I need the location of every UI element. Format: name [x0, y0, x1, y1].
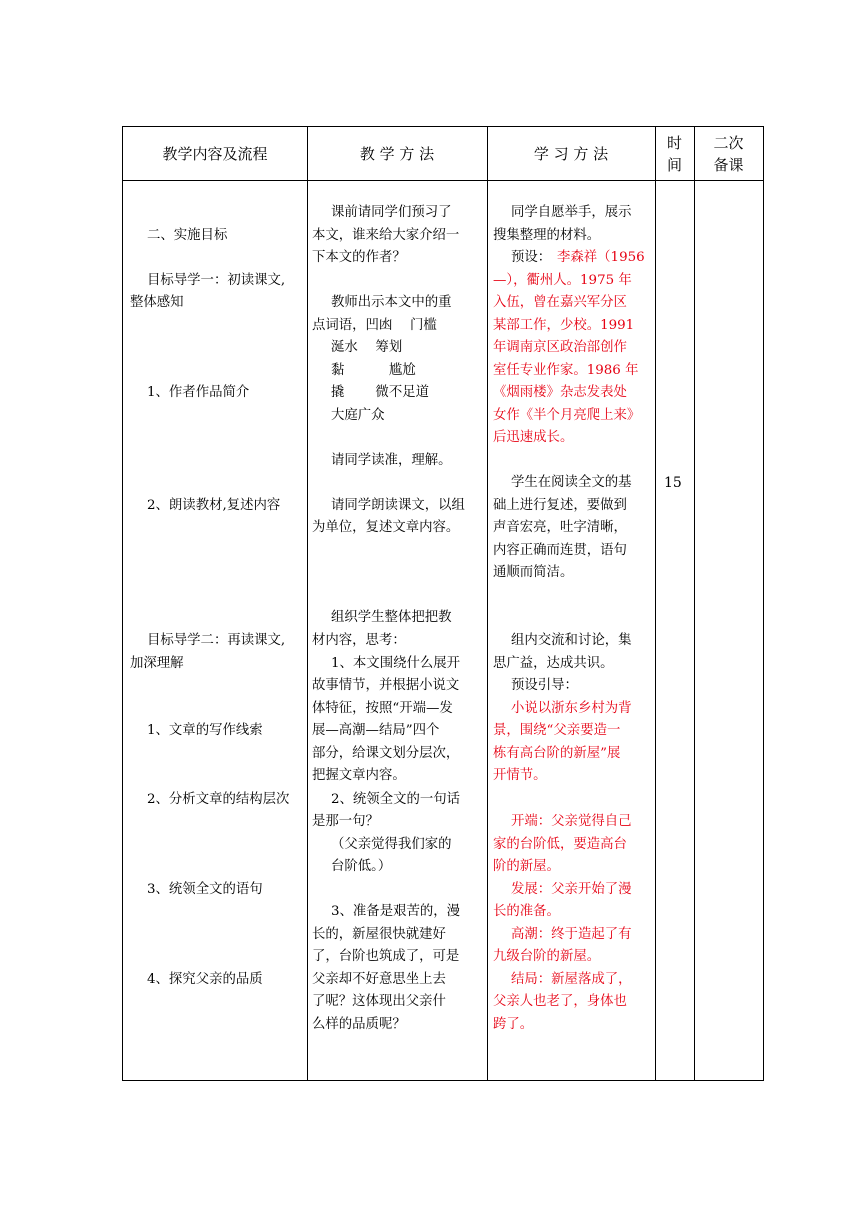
method-line: 部分，给课文划分层次，: [312, 746, 460, 761]
column-divider: [694, 127, 695, 1080]
content-line: 2、朗读教材,复述内容: [147, 498, 281, 513]
header-second-prep-line2: 备课: [713, 155, 744, 174]
learning-line: 预设引导：: [511, 678, 578, 693]
method-line: 点词语，凹凼 门槛: [312, 318, 437, 333]
method-line: 展—高潮—结局”四个: [312, 723, 440, 738]
column-divider: [307, 127, 308, 1080]
content-line: 1、文章的写作线索: [147, 723, 263, 738]
header-second-prep: [694, 127, 763, 180]
learning-line: 开情节。: [493, 768, 547, 783]
learning-line: 同学自愿举手，展示: [511, 205, 632, 220]
method-line: 台阶低。）: [331, 859, 392, 874]
learning-line: 声音宏亮，吐字清晰，: [493, 520, 627, 535]
header-time-line2: 间: [666, 155, 682, 174]
learning-line: 础上进行复述，要做到: [493, 498, 627, 513]
learning-line: 栋有高台阶的新屋”展: [493, 746, 621, 761]
method-line: 本文，谁来给大家介绍一: [312, 228, 460, 243]
learning-line: 年调南京区政治部创作: [493, 340, 627, 355]
content-line: 3、统领全文的语句: [147, 882, 263, 897]
learning-line: 组内交流和讨论，集: [511, 633, 632, 648]
header-teaching-content: 教学内容及流程: [162, 144, 268, 163]
learning-line: 开端：父亲觉得自己: [511, 814, 632, 829]
method-line: 故事情节，并根据小说文: [312, 678, 460, 693]
learning-line: 入伍，曾在嘉兴军分区: [493, 295, 627, 310]
learning-line: 跨了。: [493, 1017, 534, 1032]
header-learning-method: 学 习 方 法: [533, 144, 609, 163]
method-line: 撬 微不足道: [331, 385, 429, 400]
method-line: 是那一句？: [312, 814, 379, 829]
learning-line: 通顺而简洁。: [493, 565, 574, 580]
learning-line: 阶的新屋。: [493, 859, 560, 874]
learning-line: 女作《半个月亮爬上来》: [493, 408, 641, 423]
content-line: 整体感知: [130, 295, 184, 310]
learning-line: —），衢州人。1975 年: [493, 273, 632, 288]
method-line: 长的，新屋很快就建好: [312, 927, 446, 942]
learning-line: 某部工作，少校。1991: [493, 318, 635, 333]
method-line: 大庭广众: [331, 408, 385, 423]
learning-line: 内容正确而连贯，语句: [493, 543, 627, 558]
method-line: 2、统领全文的一句话: [331, 792, 461, 807]
learning-line: 父亲人也老了，身体也: [493, 994, 627, 1009]
content-line: 目标导学二：再读课文,: [147, 633, 286, 648]
header-time-line1: 时: [666, 133, 682, 152]
method-line: 把握文章内容。: [312, 768, 406, 783]
learning-line: 家的台阶低，要造高台: [493, 837, 627, 852]
method-line: 了呢？这体现出父亲什: [312, 994, 446, 1009]
method-line: 父亲却不好意思坐上去: [312, 972, 446, 987]
learning-line: 景，围绕“父亲要造一: [493, 723, 621, 738]
method-line: 么样的品质呢？: [312, 1017, 406, 1032]
learning-line: 长的准备。: [493, 904, 560, 919]
method-line: 3、准备是艰苦的，漫: [331, 904, 461, 919]
method-line: 材内容，思考：: [312, 633, 406, 648]
content-line: 加深理解: [130, 656, 184, 671]
header-teaching-method: 教 学 方 法: [359, 144, 435, 163]
learning-line: 《烟雨楼》杂志发表处: [493, 385, 627, 400]
learning-line: 小说以浙东乡村为背: [511, 701, 632, 716]
method-line: 请同学读准，理解。: [331, 453, 452, 468]
learning-line: 九级台阶的新屋。: [493, 949, 601, 964]
method-line: 组织学生整体把把教: [331, 610, 452, 625]
learning-line: 搜集整理的材料。: [493, 228, 601, 243]
column-divider: [487, 127, 488, 1080]
time-value: 15: [664, 475, 682, 491]
learning-line: 思广益，达成共识。: [493, 656, 614, 671]
learning-line: 李森祥（1956: [557, 250, 645, 265]
content-line: 二、实施目标: [147, 228, 228, 243]
learning-line: 发展：父亲开始了漫: [511, 882, 632, 897]
method-line: 教师出示本文中的重: [331, 295, 452, 310]
method-line: 课前请同学们预习了: [331, 205, 452, 220]
header-second-prep-line1: 二次: [713, 133, 744, 152]
method-line: 了，台阶也筑成了，可是: [312, 949, 460, 964]
method-line: 为单位，复述文章内容。: [312, 520, 460, 535]
header-divider: [123, 180, 763, 181]
method-line: 体特征，按照“开端—发: [312, 701, 453, 716]
method-line: （父亲觉得我们家的: [331, 837, 452, 852]
content-line: 4、探究父亲的品质: [147, 972, 263, 987]
header-time: [655, 127, 694, 180]
method-line: 下本文的作者？: [312, 250, 406, 265]
method-line: 1、本文围绕什么展开: [331, 656, 461, 671]
learning-line: 后迅速成长。: [493, 430, 574, 445]
learning-line: 预设：: [511, 250, 552, 265]
learning-line: 高潮：终于造起了有: [511, 927, 632, 942]
content-line: 1、作者作品简介: [147, 385, 250, 400]
method-line: 涎水 筹划: [331, 340, 403, 355]
learning-line: 学生在阅读全文的基: [511, 475, 632, 490]
method-line: 请同学朗读课文，以组: [331, 498, 465, 513]
content-line: 目标导学一：初读课文,: [147, 273, 286, 288]
learning-line: 结局：新屋落成了，: [511, 972, 632, 987]
column-divider: [655, 127, 656, 1080]
content-line: 2、分析文章的结构层次: [147, 792, 290, 807]
method-line: 黏 尴尬: [331, 363, 416, 378]
learning-line: 室任专业作家。1986 年: [493, 363, 639, 378]
